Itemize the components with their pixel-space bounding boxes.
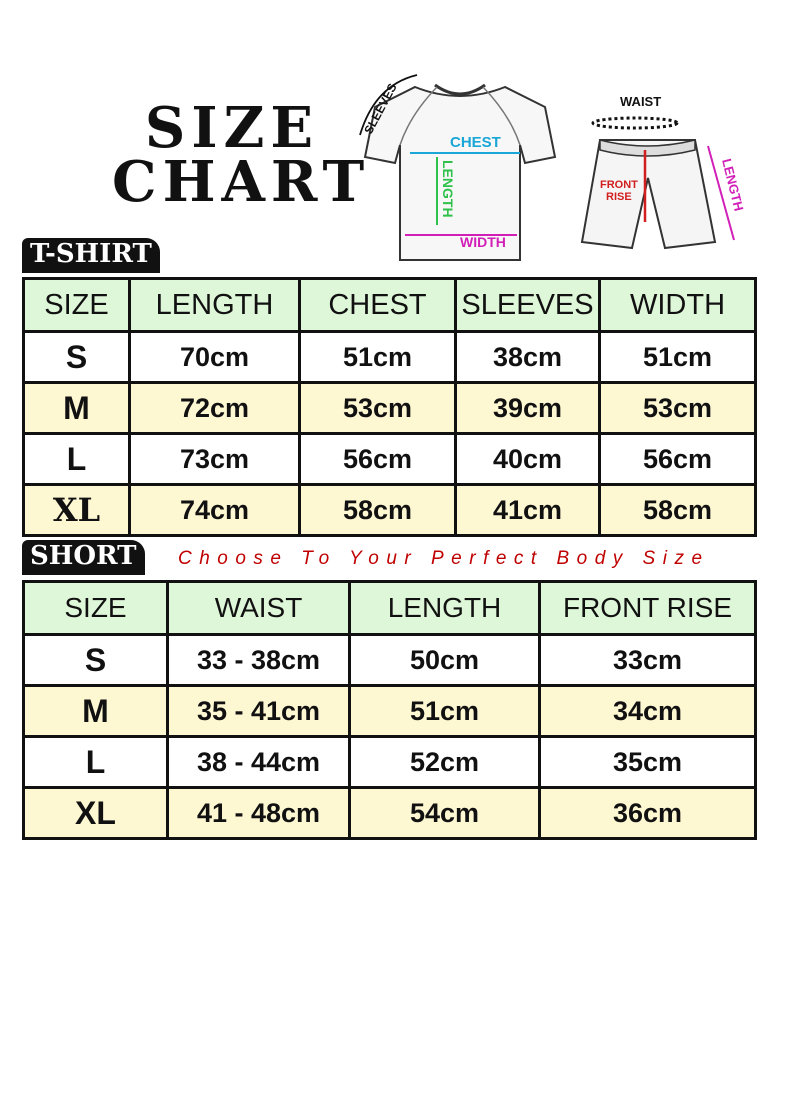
short-length-cell: 52cm [350, 737, 540, 788]
tshirt-header-width: WIDTH [600, 279, 756, 332]
tshirt-sleeves-cell: 39cm [456, 383, 600, 434]
waist-line [593, 118, 677, 128]
tshirt-size-cell: M [24, 383, 130, 434]
length-label: LENGTH [440, 160, 456, 218]
table-row [24, 332, 756, 383]
tshirt-length-cell: 72cm [130, 383, 300, 434]
tshirt-width-cell: 58cm [600, 485, 756, 536]
short-waist-cell: 38 - 44cm [168, 737, 350, 788]
short-size-cell: L [24, 737, 168, 788]
tshirt-sleeves-cell: 41cm [456, 485, 600, 536]
short-size-table [22, 580, 757, 840]
tshirt-length-cell: 74cm [130, 485, 300, 536]
page-title [112, 95, 371, 215]
tshirt-width-cell: 51cm [600, 332, 756, 383]
tshirt-chest-cell: 56cm [300, 434, 456, 485]
title-line-size: SIZE [144, 95, 320, 161]
tshirt-size-table [22, 277, 757, 537]
short-front-rise-cell: 33cm [540, 635, 756, 686]
shorts-length-label: LENGTH [719, 157, 747, 213]
tshirt-header-sleeves: SLEEVES [456, 279, 600, 332]
short-waist-cell: 41 - 48cm [168, 788, 350, 839]
short-front-rise-cell: 35cm [540, 737, 756, 788]
short-waist-cell: 35 - 41cm [168, 686, 350, 737]
tshirt-section-label: T-SHIRT [22, 238, 160, 273]
table-row [24, 788, 756, 839]
table-row [24, 383, 756, 434]
sleeves-label: SLEEVES [361, 80, 400, 137]
width-label: WIDTH [460, 234, 506, 250]
table-row [24, 434, 756, 485]
tshirt-sleeves-cell: 40cm [456, 434, 600, 485]
short-section-label: SHORT [22, 540, 145, 575]
short-size-cell: XL [24, 788, 168, 839]
short-header-size: SIZE [24, 582, 168, 635]
waist-label: WAIST [620, 94, 662, 109]
tshirt-length-cell: 73cm [130, 434, 300, 485]
short-header-front-rise: FRONT RISE [540, 582, 756, 635]
table-row [24, 635, 756, 686]
short-size-cell: S [24, 635, 168, 686]
tshirt-header-length: LENGTH [130, 279, 300, 332]
front-rise-label-line2: RISE [606, 191, 632, 203]
tshirt-chest-cell: 58cm [300, 485, 456, 536]
short-size-cell: M [24, 686, 168, 737]
title-line-chart: CHART [112, 149, 371, 215]
table-row [24, 686, 756, 737]
short-length-cell: 51cm [350, 686, 540, 737]
tshirt-header-size: SIZE [24, 279, 130, 332]
short-front-rise-cell: 34cm [540, 686, 756, 737]
tshirt-chest-cell: 51cm [300, 332, 456, 383]
tagline: Choose To Your Perfect Body Size [178, 548, 710, 569]
tshirt-size-cell: XL [24, 485, 130, 536]
short-header-row [24, 582, 756, 635]
table-row [24, 737, 756, 788]
tshirt-sleeves-cell: 38cm [456, 332, 600, 383]
front-rise-label-line1: FRONT [600, 179, 638, 191]
tshirt-header-row [24, 279, 756, 332]
tshirt-collar [435, 85, 485, 94]
tshirt-width-cell: 56cm [600, 434, 756, 485]
shorts-diagram [570, 90, 760, 260]
tshirt-length-cell: 70cm [130, 332, 300, 383]
short-front-rise-cell: 36cm [540, 788, 756, 839]
short-header-length: LENGTH [350, 582, 540, 635]
tshirt-chest-cell: 53cm [300, 383, 456, 434]
short-length-cell: 50cm [350, 635, 540, 686]
short-waist-cell: 33 - 38cm [168, 635, 350, 686]
tshirt-size-cell: L [24, 434, 130, 485]
table-row [24, 485, 756, 536]
tshirt-size-cell: S [24, 332, 130, 383]
tshirt-width-cell: 53cm [600, 383, 756, 434]
short-length-cell: 54cm [350, 788, 540, 839]
chest-label: CHEST [450, 134, 501, 151]
tshirt-diagram [355, 65, 565, 275]
tshirt-header-chest: CHEST [300, 279, 456, 332]
short-header-waist: WAIST [168, 582, 350, 635]
